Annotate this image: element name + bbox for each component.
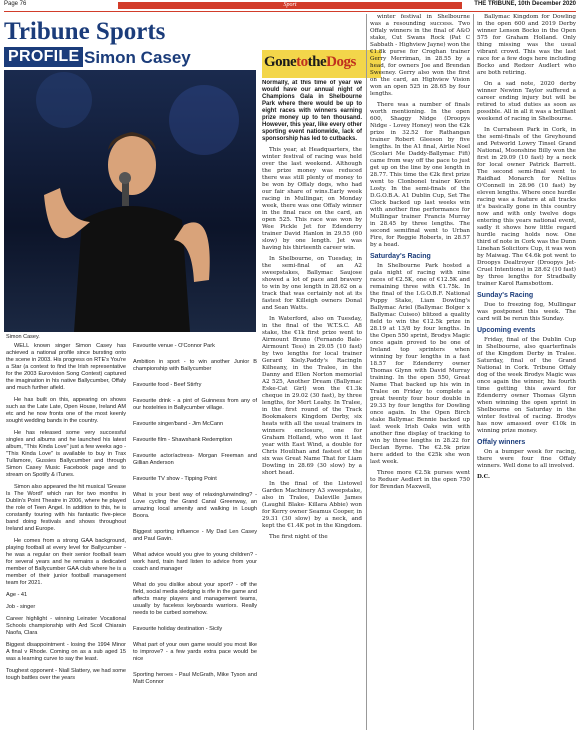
gone-to-the-dogs-logo [262, 50, 381, 78]
dogs-paragraph: This year, at Headquarters, the winter festival of racing was held over the last weekend. Although the prize money was reduced there was still plenty of money to be won by Offaly dogs, who had our fair share of wins.Early week racing in Mullingar, on Monday week, there was one Offaly winner in the final race on the card, an open 525. This race was won by Wee Pickle Jet for Edenderry trainer David Hanlon in 29.55 (60 slow) by one length. Jet was having his thirteenth career win. [262, 147, 362, 251]
signoff: D.C. [477, 474, 490, 480]
photo-caption: Simon Casey. [6, 334, 40, 340]
singer-photo [4, 70, 256, 332]
logo-word: Dogs [326, 54, 356, 70]
qa-item: Job - singer [6, 604, 36, 610]
sunday-heading: Sunday's Racing [477, 292, 534, 299]
qa-item: Age - 41 [6, 592, 28, 598]
profile-subject: Simon Casey [84, 48, 191, 67]
section-band: Sport [118, 2, 462, 9]
upcoming-heading: Upcoming events [477, 327, 536, 334]
profile-paragraph: Simon also appeared the hit musical 'Grease Is The Word!' which ran for two months in Dublin's Point Theatre in 2006, where he played the role of Teen Angel. In addition to this, he is constantly touring with his fantastic five-piece band doing festivals and shows throughout Ireland and Europe. [6, 484, 126, 532]
dogs-paragraph: Friday, final of the Dublin Cup in Shelbourne, also quarterfinals of the Kingdom Derby in Tralee. Saturday, final of the Grand National in Cork. Tribune Offaly dog of the week Brodys Magic was once again the winner, his fourth time getting this award for Edenderry owner Thomas Glynn when winning the open sprint in Shelbourne on Saturday in the winter festival of racing. Brodys has now amassed over €10k in winning prize money. [477, 337, 576, 434]
column-rule [366, 14, 367, 730]
qa-item: Favourite TV show - Tipping Point [133, 476, 217, 482]
profile-paragraph: He has released some very successful singles and albums and he launched his latest album, "This Kinda Love" just a few weeks ago - "This Kinda Love" is available to buy in Trax Tullamore, Gussies Ballycumber and through Simon Casey Music Facebook page and to stream on Spotify & iTunes. [6, 430, 126, 478]
profile-column-left [6, 343, 126, 729]
dogs-column-3 [477, 14, 576, 730]
logo-word: the [307, 54, 327, 70]
qa-item: Favourite singer/band - Jim McCann [133, 421, 224, 427]
qa-item: Favourite drink - a pint of Guinness from any of our hostelries in Ballycumber village. [133, 398, 257, 411]
dogs-paragraph: In Shelbourne, on Tuesday, in the semi-final of an A2 sweepstakes, Ballymac Saujose showed a lot of pace and bravery to win by one length in 28.62 on a track that was certainly not at its fastest for Killeigh owners Donal and Sean Watts. [262, 256, 362, 311]
qa-item: Favourite film - Shawshank Redemption [133, 437, 233, 443]
dogs-paragraph: On a bumper week for racing, there were four fine Offaly winners. Well done to all involved. [477, 449, 576, 469]
dogs-paragraph: In Curraheen Park in Cork, in the semi-finals of the Greyhound and Petworld Lowry Tinsel Grand National, Moonshine Billy won the first in 29.09 (10 fast) by a neck for local owner Patrick Barrett. The second semi-final went to Raidhad Monarch for Nelius O'Connell in 28.96 (10 fast) by eleven lengths. Where once hurdle racing was a feature at all tracks it's basically gone in this country now and with only twelve dogs entering this years national event, sadly it shows how little regard hurdle racing holds now. One third of note in Cork was the Dunn Linehan Solicitors Cup, it was won by Maiwag. The €4.6k pot went to Droopys Dealtroyer (Droopys Jet-Cruel Intentions) in 28.62 (10 fast) by three lengths for Stradbally trainer Karol Ramsbottom. [477, 127, 576, 287]
qa-item: Biggest sporting influence - My Dad Len Casey and Paul Gavin. [133, 529, 257, 542]
dogs-column-2 [370, 14, 470, 730]
dogs-paragraph: On a sad note, 2020 derby winner Newinn Taylor suffered a career ending injury but will be retired to stud duties as soon as possible. All in all it was a brilliant weekend of racing in Shelbourne. [477, 81, 576, 122]
logo-word: to [296, 54, 308, 70]
profile-paragraph: WELL known singer Simon Casey has achieved a national profile since bursting onto the scene in 2003. His progress on RTE's You're a Star (a contest to find the Irish representative for the 2003 Eurovision Song Contest) captured the imagination in his native Ballycumber, Offaly and much further afield. [6, 343, 126, 391]
header-rule [4, 11, 576, 12]
qa-item: Favourite food - Beef Stirfry [133, 382, 202, 388]
dogs-column-1 [262, 80, 362, 730]
dogs-paragraph: In Waterford, also on Tuesday, in the final of the W.T.S.C. A8 stake, the €1k first prize went to Airmount Bruno (Fernando Bale-Airmount Tess) in 29.05 (10 fast) by two lengths for local trainer Gerard Kiely.Paddy's Racingln Kilheany, in the Tralee, in the Danny and Ellen Norton memorial A2 525, Another Dream (Ballymac Eske-Cat Girl) won the €1.3k cheque in 29.02 (30 fast), by three lengths, for Mert Leahy. In Tralee, in the first round of the Track Bookmakers Kingdom Derby, six heats with all the usual trainers in winners enclosure, one for Graham Holland, who won it last year with East Wind, a double for Chris Houlihan and fastest of the six was Great Name That for Liam Dowling in 28.69 (30 slow) by a short head. [262, 316, 362, 476]
qa-item: What part of your own game would you most like to improve? - a few yards extra pace would be nice [133, 642, 257, 662]
dogs-paragraph: In the final of the Listowel Garden Machinery A3 sweepstake, also in Tralee, Daleville James (Laughil Blake- Killara Abbie) won for Kerry owner Seamus Cooper, in 29.31 (30 slow) by a neck, and kept the €1.4K pot in the Kingdom. [262, 481, 362, 529]
dogs-paragraph: Ballymac Kingdom for Dowling in the open 600 and 2019 Derby winner Lenson Bocko in the Open 575 for Graham Holland. Only thing missing was the usual vibrant crowd. This was the last race for a few dogs here including Bocko and Redzer Audlert who are both retiring. [477, 14, 576, 76]
column-rule [473, 14, 474, 730]
dogs-paragraph: The first night of the [269, 534, 328, 540]
profile-column-right [133, 343, 257, 729]
masthead-date: THE TRIBUNE, 10th December 2020 [474, 1, 576, 7]
feature-title: Tribune Sports [4, 18, 166, 45]
profile-paragraph: He has built on this, appearing on shows such as the Late Late, Open House, Ireland AM etc and he now fronts one of the most keenly sought wedding bands in the country. [6, 397, 126, 424]
qa-item: Favourite actor/actress- Morgan Freeman and Gillian Anderson [133, 453, 257, 466]
qa-item: Toughest opponent - Niall Slattery, we had some tough battles over the years [6, 668, 126, 681]
dogs-paragraph: Due to freezing fog, Mullingar was postponed this week. The card will be rerun this Sunday. [477, 302, 576, 322]
qa-item: Favourite holiday destination - Sicily [133, 626, 223, 632]
qa-item: Sporting heroes - Paul McGrath, Mike Tyson and Matt Connor [133, 672, 257, 685]
saturday-heading: Saturday's Racing [370, 253, 431, 260]
profile-label: PROFILE [4, 47, 83, 67]
offaly-winners-heading: Offaly winners [477, 439, 526, 446]
dogs-lead: Normally, at this time of year we would have our annual night of Champions Gala in Shelbourne Park where there would be up to eight races with winners earning prize money up to ten thousand. However, this year, like every other sporting event nationwide, lack of sponsorship has led to cutbacks. [262, 80, 362, 142]
qa-item: What advice would you give to young children? - work hard, train hard listen to advice from your coach and manager [133, 552, 257, 572]
dogs-paragraph: In Shelbourne Park hosted a gala night of racing with nine races of €2.5K, one of €12.5K and remaining three with €1.75k. In the final of the I.G.O.B.F. National Puppy Stake, Liam Dowling's Ballymac Ariel (Ballymac Bolger x Ballymac Cuiseo) blitzed a quality field to win the €12.5k prize in 28.19 at 13/8 by four lengths. In the Open 550 sprint, Brodys Magic once again proved to be one of Ireland top sprinters when winning by four lengths in a fast 18.57 for Edenderry owner Thomas Glynn with David Murray training. In the open 550, Great Name That backed up his win in Tralee on Friday to complete a great twenty four hour double in 29.33 by four lengths for Dowling once again. In the Open Birch stake Ballymac Bennie backed up last week Irish Oaks win with another fine display of tracking to win by three lengths in 28.22 for Declan Byrne. The €2.5k prize here added to the €25k she won last week. [370, 263, 470, 465]
profile-paragraph: He comes from a strong GAA background, playing football at every level for Ballycumber - he was a regular on their senior football team for several years and he remains a dedicated member of Ballycumber GAA club where he is a member of their junior football management team for 2021. [6, 538, 126, 586]
logo-wordmark [264, 54, 356, 71]
qa-item: What do you dislike about your sport? - off the field, social media sledging is rife in the game and affects many players and management teams, usually by faceless keyboards warriors. Really needs to be curbed somehow. [133, 582, 257, 616]
qa-item: Biggest disappointment - losing the 1994 Minor A final v Rhode. Coming on as a sub aged 15 was a learning curve to say the least. [6, 642, 126, 662]
logo-word: Gone [264, 54, 297, 70]
dogs-paragraph: winter festival in Shelbourne was a resounding success. Two Offaly winners in the final of A&O stake, Cut Swans Rock (Pat C Sabbath - Highview Jayne) won the €1.8k purse for Croghan trainer Gerry Merriman, in 28.55 by a head, for owners Joe and Brendan Sweeney. Gerry also won the first on the card, an Highview Vision won an open 525 in 28.65 by four lengths. [370, 14, 470, 97]
qa-item: What is your best way of relaxing/unwinding? - Love cycling the Grand Canal Greenway, an amazing local amenity and walking in Lough Boora. [133, 492, 257, 519]
dogs-paragraph: Three more €2.5k purses went to Reduer Aedlert in the open 750 for Brendan Maxwell, [370, 470, 470, 490]
page-number: Page 76 [4, 1, 27, 7]
qa-item: Career highlight - winning Leinster Vocational Schools championship with Ard Scoil Chiarain Naofa, Clara [6, 616, 126, 636]
qa-item: Ambition in sport - to win another Junior B championship with Ballycumber [133, 359, 257, 372]
qa-item: Favourite venue - O'Connor Park [133, 343, 215, 349]
dogs-paragraph: There was a number of finals worth mentioning. In the open 600, Shaggy Nidge (Droopys Nidge - Lovey Honey) won the €2k prize in 32.52 for Rathangan trainer Robert Gleeson by five lengths. In the A1 final, Airlie Noel (Scolari Me Daddy-Ballymac Fifi) came from way off the pace to just get up on the line by one length in 28.77. This time the €2k first prize went to Clonbonel trainer Kevin Losty. In the semi-finals of the D.G.O.B.A. A1 Dublin Cup, Set The Clock backed up last weeks win with another fine performance for Mullingar trainer Francis Murray in 28.45 by three lengths. The second semifinal went to Urban Fire, for Reggie Roberts, in 28.57 by a head. [370, 102, 470, 248]
